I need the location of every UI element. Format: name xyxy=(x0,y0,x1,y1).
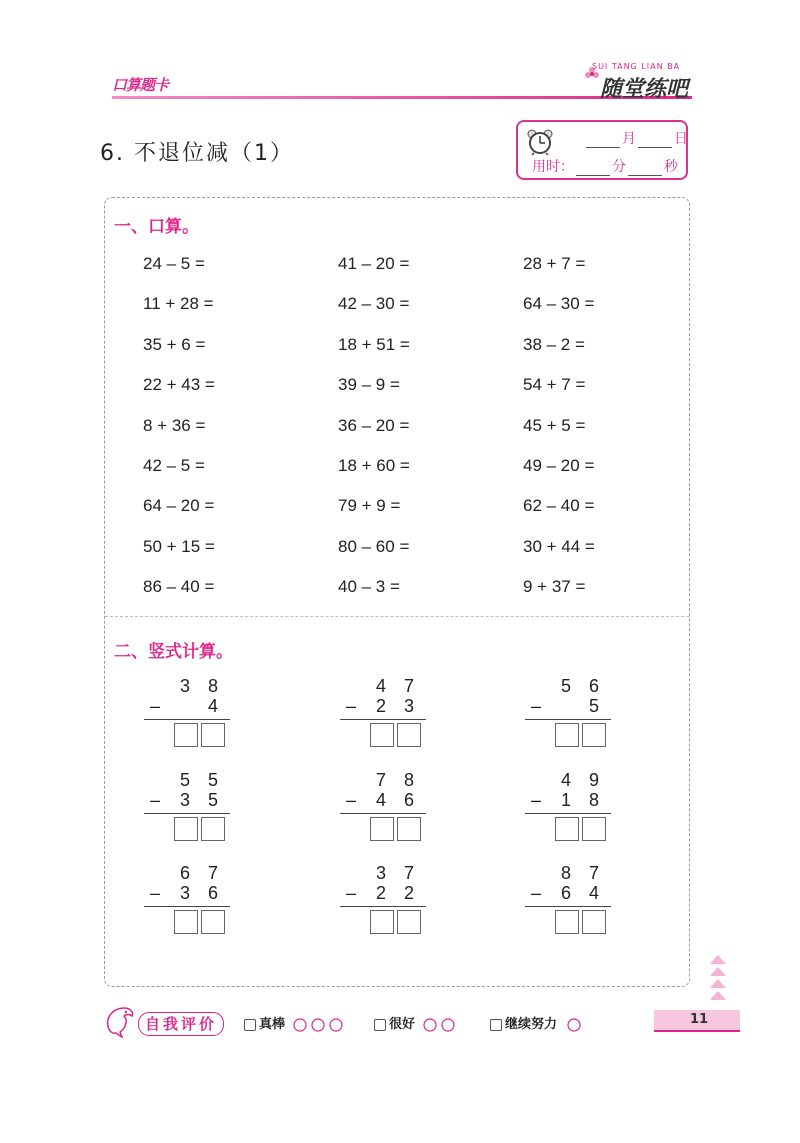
subtrahend-digit: 6 xyxy=(560,883,571,903)
minuend-digit: 8 xyxy=(560,863,571,883)
minuend-digit: 3 xyxy=(375,863,386,883)
minuend-digit: 7 xyxy=(588,863,599,883)
oral-problem: 64 – 20 = xyxy=(143,496,215,516)
answer-box[interactable] xyxy=(582,723,606,747)
oral-problem: 41 – 20 = xyxy=(338,254,410,273)
minuend-digit: 7 xyxy=(375,770,386,790)
month-blank[interactable] xyxy=(586,133,620,148)
answer-box[interactable] xyxy=(174,723,198,747)
vertical-problem xyxy=(144,863,232,943)
date-time-box xyxy=(516,120,688,180)
minus-sign: – xyxy=(150,696,161,716)
oral-problem: 42 – 5 = xyxy=(143,456,205,475)
answer-box[interactable] xyxy=(174,910,198,934)
oral-problem: 40 – 3 = xyxy=(338,577,400,597)
day-blank[interactable] xyxy=(638,133,672,148)
answer-box[interactable] xyxy=(201,723,225,747)
oral-problem: 42 – 30 = xyxy=(338,294,410,314)
option-great-label: 真棒 xyxy=(259,1017,286,1032)
answer-box[interactable] xyxy=(201,817,225,841)
option-good[interactable] xyxy=(374,1013,459,1032)
answer-box[interactable] xyxy=(370,817,394,841)
subtrahend-digit: 6 xyxy=(207,883,218,903)
brand-pinyin: SUI TANG LIAN BA xyxy=(592,62,681,71)
calc-rule xyxy=(144,813,230,814)
option-keep-trying-label: 继续努力 xyxy=(505,1017,558,1032)
subtrahend-digit: 3 xyxy=(179,883,190,903)
answer-box[interactable] xyxy=(582,910,606,934)
oral-problem: 54 + 7 = xyxy=(523,375,586,395)
calc-rule xyxy=(525,906,611,907)
minuend-digit: 7 xyxy=(403,863,414,883)
page-title: 6. 不退位减（1） xyxy=(100,141,294,166)
alarm-clock-icon xyxy=(526,128,554,156)
arrow-decoration-icon xyxy=(708,955,728,1003)
section-1-title: 一、口算。 xyxy=(114,217,199,237)
vertical-problem xyxy=(525,863,613,943)
minus-sign: – xyxy=(531,883,542,903)
oral-problem: 36 – 20 = xyxy=(338,415,410,435)
answer-box[interactable] xyxy=(397,817,421,841)
calc-rule xyxy=(525,719,611,720)
answer-box[interactable] xyxy=(397,723,421,747)
vertical-problem xyxy=(525,770,613,850)
self-evaluation-label: 自我评价 xyxy=(138,1012,224,1036)
answer-box[interactable] xyxy=(555,817,579,841)
second-blank[interactable] xyxy=(628,161,662,176)
subtrahend-digit: 6 xyxy=(403,790,414,810)
minus-sign: – xyxy=(150,790,161,810)
keep-trying-checkbox[interactable] xyxy=(490,1019,502,1031)
calc-rule xyxy=(144,906,230,907)
oral-problem: 39 – 9 = xyxy=(338,375,400,395)
page-number: 11 xyxy=(690,1012,709,1027)
subtrahend-digit: 1 xyxy=(560,790,571,810)
minuend-digit: 9 xyxy=(588,770,599,790)
minuend-digit: 8 xyxy=(207,676,218,696)
vertical-problem xyxy=(340,770,428,850)
oral-problem: 86 – 40 = xyxy=(143,577,215,597)
subtrahend-digit: 3 xyxy=(403,696,414,716)
answer-box[interactable] xyxy=(201,910,225,934)
oral-problem: 18 + 51 = xyxy=(338,334,410,354)
minuend-digit: 5 xyxy=(207,770,218,790)
subtrahend-digit: 4 xyxy=(588,883,599,903)
smiley-face-icon xyxy=(565,1018,583,1032)
header-left-label: 口算题卡 xyxy=(112,76,169,94)
day-label: 日 xyxy=(674,131,688,147)
calc-rule xyxy=(525,813,611,814)
vertical-problem xyxy=(340,676,428,756)
oral-problem: 38 – 2 = xyxy=(523,334,585,354)
subtrahend-digit: 2 xyxy=(403,883,414,903)
oral-problem: 35 + 6 = xyxy=(143,334,206,354)
oral-problem: 30 + 44 = xyxy=(523,536,595,556)
brand-name: 随堂练吧 xyxy=(600,76,689,102)
answer-box[interactable] xyxy=(370,723,394,747)
oral-problem: 50 + 15 = xyxy=(143,536,215,556)
vertical-problem xyxy=(525,676,613,756)
answer-box[interactable] xyxy=(582,817,606,841)
second-label: 秒 xyxy=(664,159,678,175)
subtrahend-digit: 8 xyxy=(588,790,599,810)
subtrahend-digit: 2 xyxy=(375,883,386,903)
minuend-digit: 5 xyxy=(560,676,571,696)
section-divider xyxy=(105,616,689,617)
calc-rule xyxy=(340,719,426,720)
oral-problem: 28 + 7 = xyxy=(523,254,586,273)
minus-sign: – xyxy=(531,696,542,716)
subtrahend-digit: 5 xyxy=(588,696,599,716)
oral-problem: 62 – 40 = xyxy=(523,496,595,516)
answer-box[interactable] xyxy=(397,910,421,934)
calc-rule xyxy=(340,813,426,814)
minus-sign: – xyxy=(531,790,542,810)
calc-rule xyxy=(144,719,230,720)
minus-sign: – xyxy=(150,883,161,903)
oral-problem: 9 + 37 = xyxy=(523,577,586,597)
answer-box[interactable] xyxy=(555,723,579,747)
oral-problem: 8 + 36 = xyxy=(143,415,206,435)
good-checkbox[interactable] xyxy=(374,1019,386,1031)
minuend-digit: 6 xyxy=(179,863,190,883)
time-label: 用时： xyxy=(532,159,574,175)
minuend-digit: 5 xyxy=(179,770,190,790)
minuend-digit: 8 xyxy=(403,770,414,790)
subtrahend-digit: 3 xyxy=(179,790,190,810)
oral-problem: 64 – 30 = xyxy=(523,294,595,314)
minus-sign: – xyxy=(346,790,357,810)
oral-problem: 22 + 43 = xyxy=(143,375,215,395)
minuend-digit: 7 xyxy=(207,863,218,883)
smiley-faces-icon xyxy=(293,1018,347,1032)
oral-problem: 18 + 60 = xyxy=(338,456,410,475)
vertical-problem xyxy=(340,863,428,943)
oral-problem: 79 + 9 = xyxy=(338,496,401,516)
oral-problem: 24 – 5 = xyxy=(143,254,205,273)
minus-sign: – xyxy=(346,696,357,716)
calc-rule xyxy=(340,906,426,907)
oral-problem: 49 – 20 = xyxy=(523,456,595,475)
oral-problem: 80 – 60 = xyxy=(338,536,410,556)
minute-blank[interactable] xyxy=(576,161,610,176)
vertical-problem xyxy=(144,770,232,850)
great-checkbox[interactable] xyxy=(244,1019,256,1031)
section-2-title: 二、竖式计算。 xyxy=(114,642,233,662)
subtrahend-digit: 4 xyxy=(207,696,218,716)
subtrahend-digit: 2 xyxy=(375,696,386,716)
option-great[interactable] xyxy=(244,1013,347,1032)
oral-problem: 11 + 28 = xyxy=(143,294,214,314)
option-keep-trying[interactable] xyxy=(490,1013,583,1032)
answer-box[interactable] xyxy=(174,817,198,841)
minuend-digit: 3 xyxy=(179,676,190,696)
subtrahend-digit: 5 xyxy=(207,790,218,810)
minuend-digit: 4 xyxy=(560,770,571,790)
dolphin-icon xyxy=(104,1004,136,1038)
smiley-faces-icon xyxy=(423,1018,459,1032)
minuend-digit: 7 xyxy=(403,676,414,696)
minute-label: 分 xyxy=(612,159,626,175)
option-good-label: 很好 xyxy=(389,1017,416,1032)
minuend-digit: 4 xyxy=(375,676,386,696)
answer-box[interactable] xyxy=(370,910,394,934)
month-label: 月 xyxy=(622,131,636,147)
subtrahend-digit: 4 xyxy=(375,790,386,810)
oral-problem: 45 + 5 = xyxy=(523,415,586,435)
minuend-digit: 6 xyxy=(588,676,599,696)
answer-box[interactable] xyxy=(555,910,579,934)
vertical-problem xyxy=(144,676,232,756)
minus-sign: – xyxy=(346,883,357,903)
